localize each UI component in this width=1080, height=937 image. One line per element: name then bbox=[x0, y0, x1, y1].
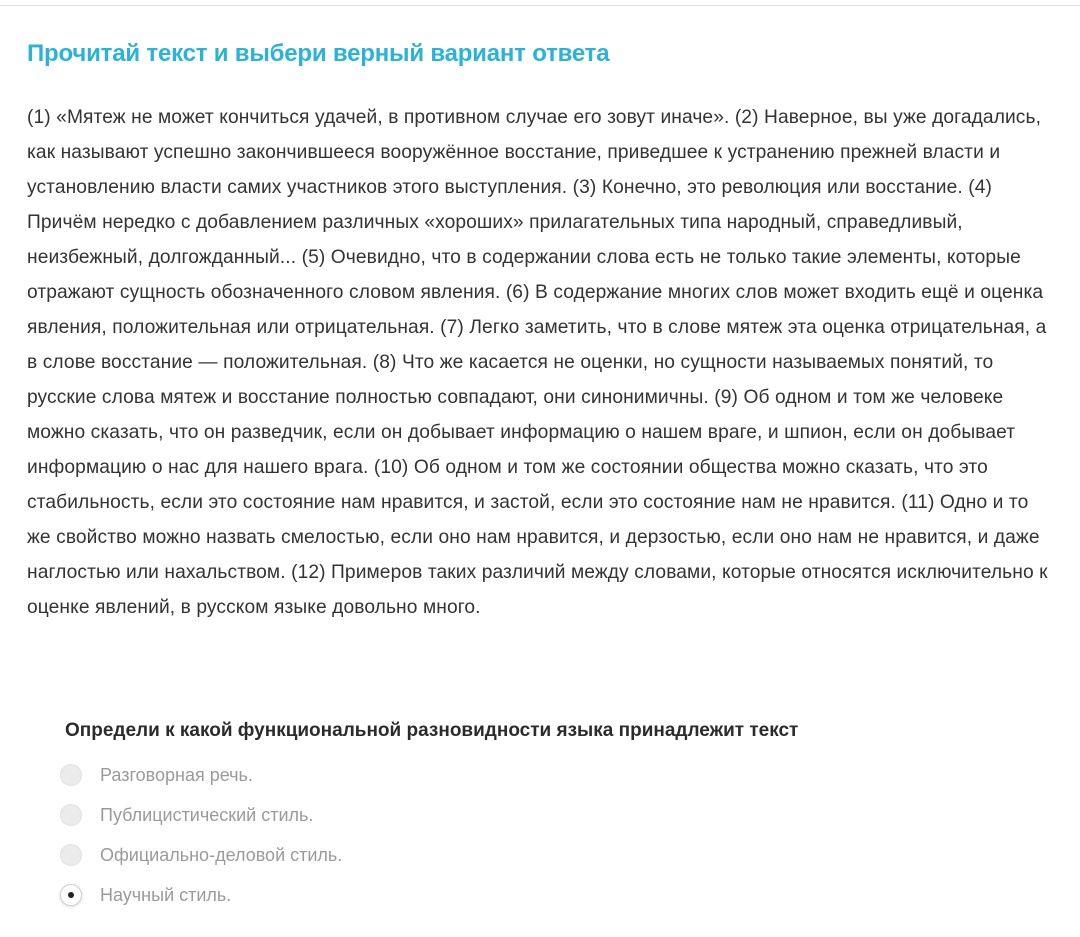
option-label: Научный стиль. bbox=[100, 884, 232, 905]
radio-button[interactable] bbox=[60, 764, 82, 786]
radio-button-selected[interactable] bbox=[60, 884, 82, 906]
option-scientific[interactable] bbox=[60, 875, 342, 915]
radio-button[interactable] bbox=[60, 844, 82, 866]
option-journalistic[interactable] bbox=[60, 795, 342, 835]
task-title: Прочитай текст и выбери верный вариант ответа bbox=[27, 40, 610, 67]
passage-text: (1) «Мятеж не может кончиться удачей, в противном случае его зовут иначе». (2) Наверное, вы уже догадались, как называют успешно закончившееся вооружённое восстание, приведшее к устранению прежней власти и установлению власти самих участников этого выступления. (3) Конечно, это революция или восстание. (4) Причём нередко с добавлением различных «хороших» прилагательных типа народный, справедливый, неизбежный, долгожданный... (5) Очевидно, что в содержании слова есть не только такие элементы, которые отражают сущность обозначенного словом явления. (6) В содержание многих слов может входить ещё и оценка явления, положительная или отрицательная. (7) Легко заметить, что в слове мятеж эта оценка отрицательная, а в слове восстание — положительная. (8) Что же касается не оценки, но сущности называемых понятий, то русские слова мятеж и восстание полностью совпадают, они синонимичны. (9) Об одном и том же человеке можно сказать, что он разведчик, если он добывает информацию о нашем враге, и шпион, если он добывает информацию о нас для нашего врага. (10) Об одном и том же состоянии общества можно сказать, что это стабильность, если это состояние нам нравится, и застой, если это состояние нам не нравится. (11) Одно и то же свойство можно назвать смелостью, если оно нам нравится, и дерзостью, если оно нам не нравится, и даже наглостью или нахальством. (12) Примеров таких различий между словами, которые относятся исключительно к оценке явлений, в русском языке довольно много. bbox=[27, 107, 1048, 618]
radio-button[interactable] bbox=[60, 804, 82, 826]
option-label: Публицистический стиль. bbox=[100, 804, 314, 825]
top-divider bbox=[0, 5, 1080, 6]
answer-options bbox=[60, 755, 342, 915]
option-label: Официально-деловой стиль. bbox=[100, 844, 343, 865]
option-conversational[interactable] bbox=[60, 755, 342, 795]
option-official-business[interactable] bbox=[60, 835, 342, 875]
option-label: Разговорная речь. bbox=[100, 764, 253, 785]
radio-selected-dot-icon bbox=[68, 892, 74, 898]
question-prompt: Определи к какой функциональной разновидности языка принадлежит текст bbox=[65, 720, 799, 741]
